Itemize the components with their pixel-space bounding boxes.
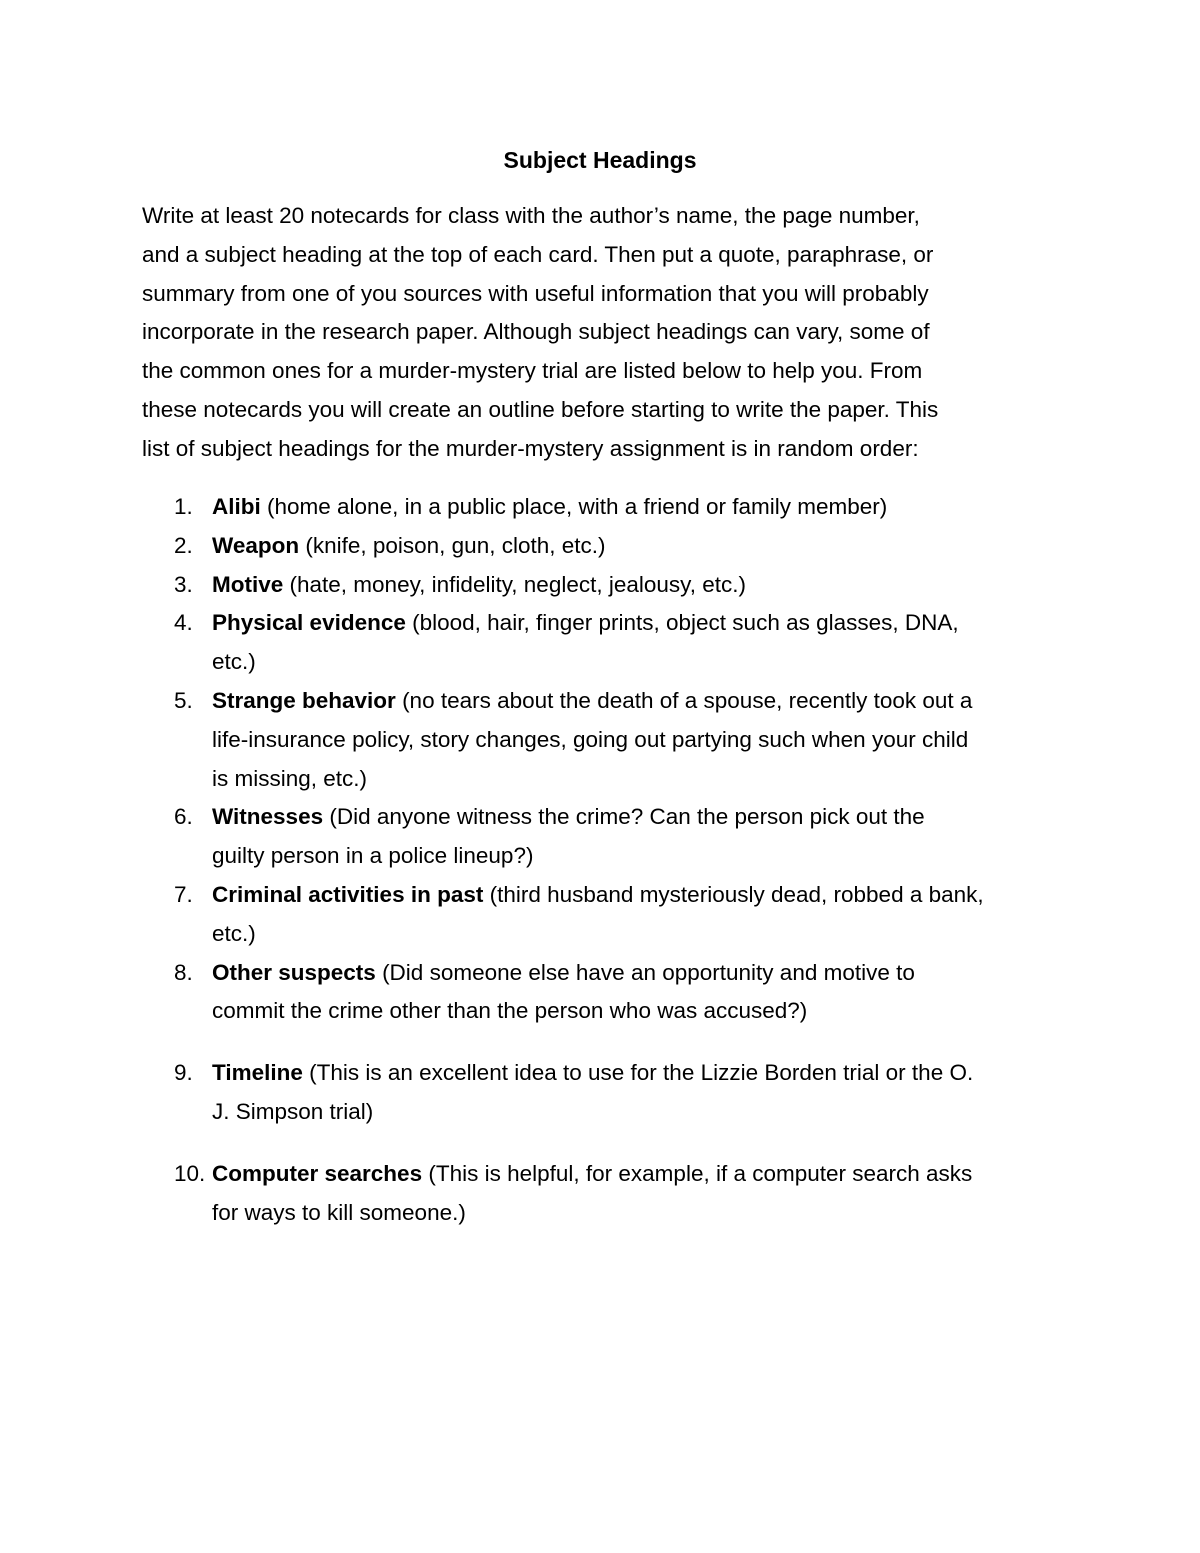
- item-term: Physical evidence: [212, 610, 406, 636]
- list-item-strange-behavior: [142, 682, 1082, 798]
- item-continuation: life-insurance policy, story changes, going out partying such when your child: [212, 726, 969, 752]
- item-description: (Did someone else have an opportunity and motive to: [375, 959, 915, 985]
- item-continuation: etc.): [212, 920, 256, 946]
- item-term: Motive: [212, 571, 284, 597]
- list-item-other-suspects: [142, 954, 1082, 1032]
- item-term: Witnesses: [212, 804, 324, 830]
- item-continuation: etc.): [212, 649, 256, 675]
- item-term: Criminal activities in past: [212, 881, 484, 907]
- intro-paragraph: [142, 197, 1062, 469]
- item-line: [212, 876, 1082, 915]
- list-item-criminal-activities: [142, 876, 1082, 954]
- list-item-weapon: [142, 527, 1082, 566]
- list-item-physical-evidence: [142, 604, 1082, 682]
- item-number: 10.: [174, 1160, 206, 1186]
- intro-line: the common ones for a murder-mystery trial are listed below to help you. From: [142, 358, 923, 384]
- item-term: Weapon: [212, 532, 300, 558]
- item-description: (home alone, in a public place, with a friend or family member): [260, 494, 888, 519]
- item-line: [212, 1054, 1082, 1093]
- item-description: (hate, money, infidelity, neglect, jealousy, etc.): [283, 571, 746, 597]
- item-description: (no tears about the death of a spouse, recently took out a: [395, 687, 973, 713]
- document-title: Subject Headings: [503, 147, 697, 173]
- item-number: 7.: [174, 881, 193, 907]
- item-line: [212, 604, 1082, 643]
- intro-line: incorporate in the research paper. Although subject headings can vary, some of: [142, 319, 930, 345]
- item-continuation: is missing, etc.): [212, 765, 368, 791]
- item-continuation: commit the crime other than the person who was accused?): [212, 998, 808, 1024]
- list-item-alibi: [142, 488, 1082, 527]
- item-number: 9.: [174, 1060, 193, 1086]
- list-item-motive: [142, 566, 1082, 605]
- intro-line: these notecards you will create an outline before starting to write the paper. This: [142, 396, 939, 422]
- intro-line: summary from one of you sources with useful information that you will probably: [142, 280, 929, 306]
- item-description: (This is an excellent idea to use for the Lizzie Borden trial or the O.: [302, 1060, 974, 1086]
- item-continuation: for ways to kill someone.): [212, 1199, 466, 1225]
- item-description: (blood, hair, finger prints, object such as glasses, DNA,: [405, 610, 959, 636]
- item-term: Strange behavior: [212, 687, 396, 713]
- item-term: Timeline: [212, 1060, 303, 1086]
- item-term: Alibi: [212, 494, 261, 519]
- item-continuation: J. Simpson trial): [212, 1098, 374, 1124]
- item-line: [212, 798, 1082, 837]
- item-number: 8.: [174, 959, 193, 985]
- item-number: 4.: [174, 610, 193, 636]
- item-description: (knife, poison, gun, cloth, etc.): [299, 532, 606, 558]
- list-item-witnesses: [142, 798, 1082, 876]
- item-number: 6.: [174, 804, 193, 830]
- item-continuation: guilty person in a police lineup?): [212, 843, 534, 869]
- item-description: (third husband mysteriously dead, robbed a bank,: [483, 881, 984, 907]
- list-item-computer-searches: [142, 1155, 1082, 1233]
- intro-line: list of subject headings for the murder-mystery assignment is in random order:: [142, 435, 919, 461]
- item-line: [212, 527, 1082, 566]
- item-line: [212, 682, 1082, 721]
- item-number: 1.: [174, 494, 193, 519]
- intro-line: and a subject heading at the top of each card. Then put a quote, paraphrase, or: [142, 241, 934, 267]
- item-line: [212, 954, 1082, 993]
- item-term: Other suspects: [212, 959, 376, 985]
- subject-heading-list: [142, 488, 1082, 1232]
- item-number: 5.: [174, 687, 193, 713]
- item-number: 2.: [174, 532, 193, 558]
- list-item-timeline: [142, 1054, 1082, 1132]
- item-line: [212, 1155, 1082, 1194]
- item-term: Computer searches: [212, 1160, 423, 1186]
- item-description: (Did anyone witness the crime? Can the person pick out the: [323, 804, 925, 830]
- item-number: 3.: [174, 571, 193, 597]
- item-description: (This is helpful, for example, if a computer search asks: [422, 1160, 973, 1186]
- item-line: [212, 566, 1082, 605]
- intro-line: Write at least 20 notecards for class with the author’s name, the page number,: [142, 203, 920, 228]
- item-line: [212, 488, 1082, 527]
